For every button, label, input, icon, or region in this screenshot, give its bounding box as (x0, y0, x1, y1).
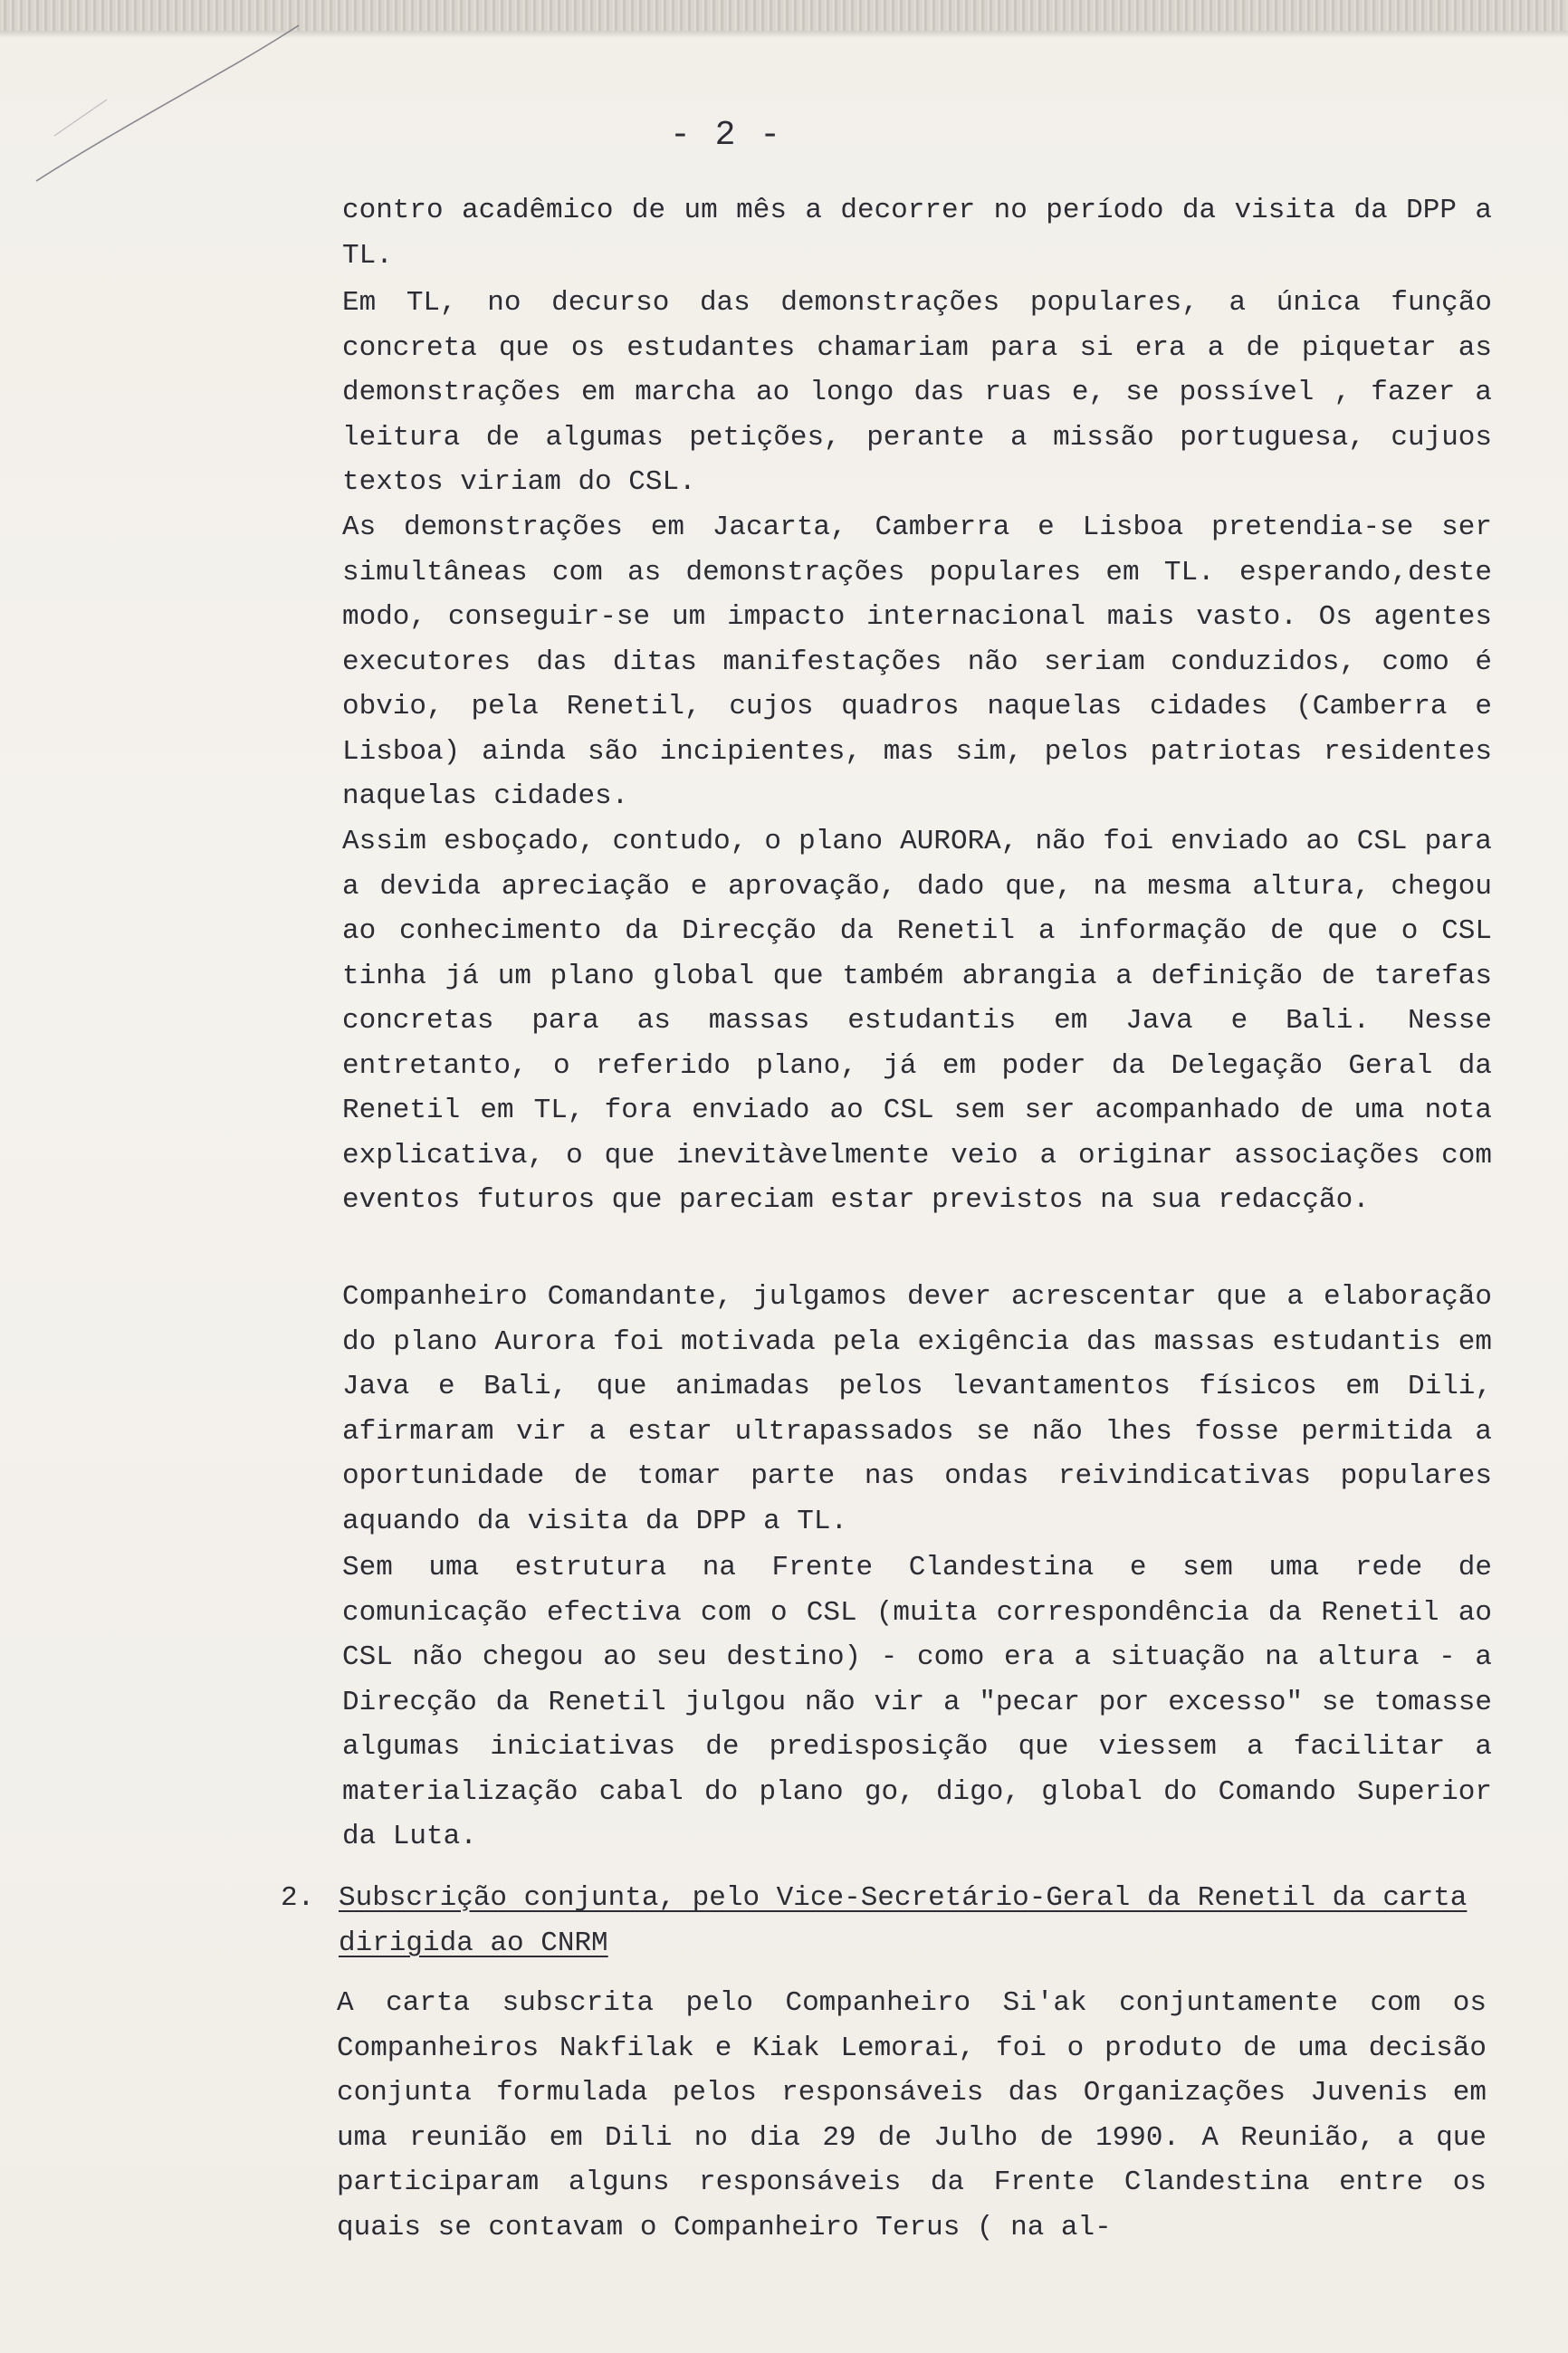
paragraph-3: As demonstrações em Jacarta, Camberra e Lisboa pretendia-se ser simultâneas com as demonstrações populares em TL. esperando,deste modo, conseguir-se um impacto internacional mais vasto. Os agentes executores das ditas manifestações não seriam conduzidos, como é obvio, pela Renetil, cujos quadros naquelas cidades (Camberra e Lisboa) ainda são incipientes, mas sim, pelos patriotas residentes naquelas cidades. (342, 512, 1492, 812)
page-number: - 2 - (670, 116, 783, 155)
section-title: Subscrição conjunta, pelo Vice-Secretário-Geral da Renetil da carta dirigida ao CNRM (339, 1882, 1468, 1959)
paragraph-5: Companheiro Comandante, julgamos dever acrescentar que a elaboração do plano Aurora foi motivada pela exigência das massas estudantis em Java e Bali, que animadas pelos levantamentos físicos em Dili, afirmaram vir a estar ultrapassados se não lhes fosse permitida a oportunidade de tomar parte nas ondas reivindicativas populares aquando da visita da DPP a TL. (342, 1281, 1492, 1537)
paragraph-6: Sem uma estrutura na Frente Clandestina e sem uma rede de comunicação efectiva com o CSL (muita correspondência da Renetil ao CSL não chegou ao seu destino) - como era a situação na altura - a Direcção da Renetil julgou não vir a "pecar por excesso" se tomasse algumas iniciativas de predisposição que viessem a facilitar a materialização cabal do plano go, digo, global do Comando Superior da Luta. (342, 1552, 1492, 1852)
section-paragraph: A carta subscrita pelo Companheiro Si'ak conjuntamente com os Companheiros Nakfilak e Kiak Lemorai, foi o produto de uma decisão conjunta formulada pelos responsáveis das Organizações Juvenis em uma reunião em Dili no dia 29 de Julho de 1990. A Reunião, a que participaram alguns responsáveis da Frente Clandestina entre os quais se contavam o Companheiro Terus ( na al- (337, 1987, 1487, 2243)
section-number: 2. (281, 1882, 315, 1914)
pen-stroke-mark (0, 0, 380, 199)
paragraph-2: Em TL, no decurso das demonstrações populares, a única função concreta que os estudantes chamariam para si era a de piquetar as demonstrações em marcha ao longo das ruas e, se possível , fazer a leitura de algumas petições, perante a missão portuguesa, cujuos textos viriam do CSL. (342, 287, 1492, 498)
paragraph-4: Assim esboçado, contudo, o plano AURORA, não foi enviado ao CSL para a devida apreciação e aprovação, dado que, na mesma altura, chegou ao conhecimento da Direcção da Renetil a informação de que o CSL tinha já um plano global que também abrangia a definição de tarefas concretas para as massas estudantis em Java e Bali. Nesse entretanto, o referido plano, já em poder da Delegação Geral da Renetil em TL, fora enviado ao CSL sem ser acompanhado de uma nota explicativa, o que inevitàvelmente veio a originar associações com eventos futuros que pareciam estar previstos na sua redacção. (342, 826, 1492, 1216)
paragraph-1: contro acadêmico de um mês a decorrer no período da visita da DPP a TL. (342, 195, 1492, 272)
